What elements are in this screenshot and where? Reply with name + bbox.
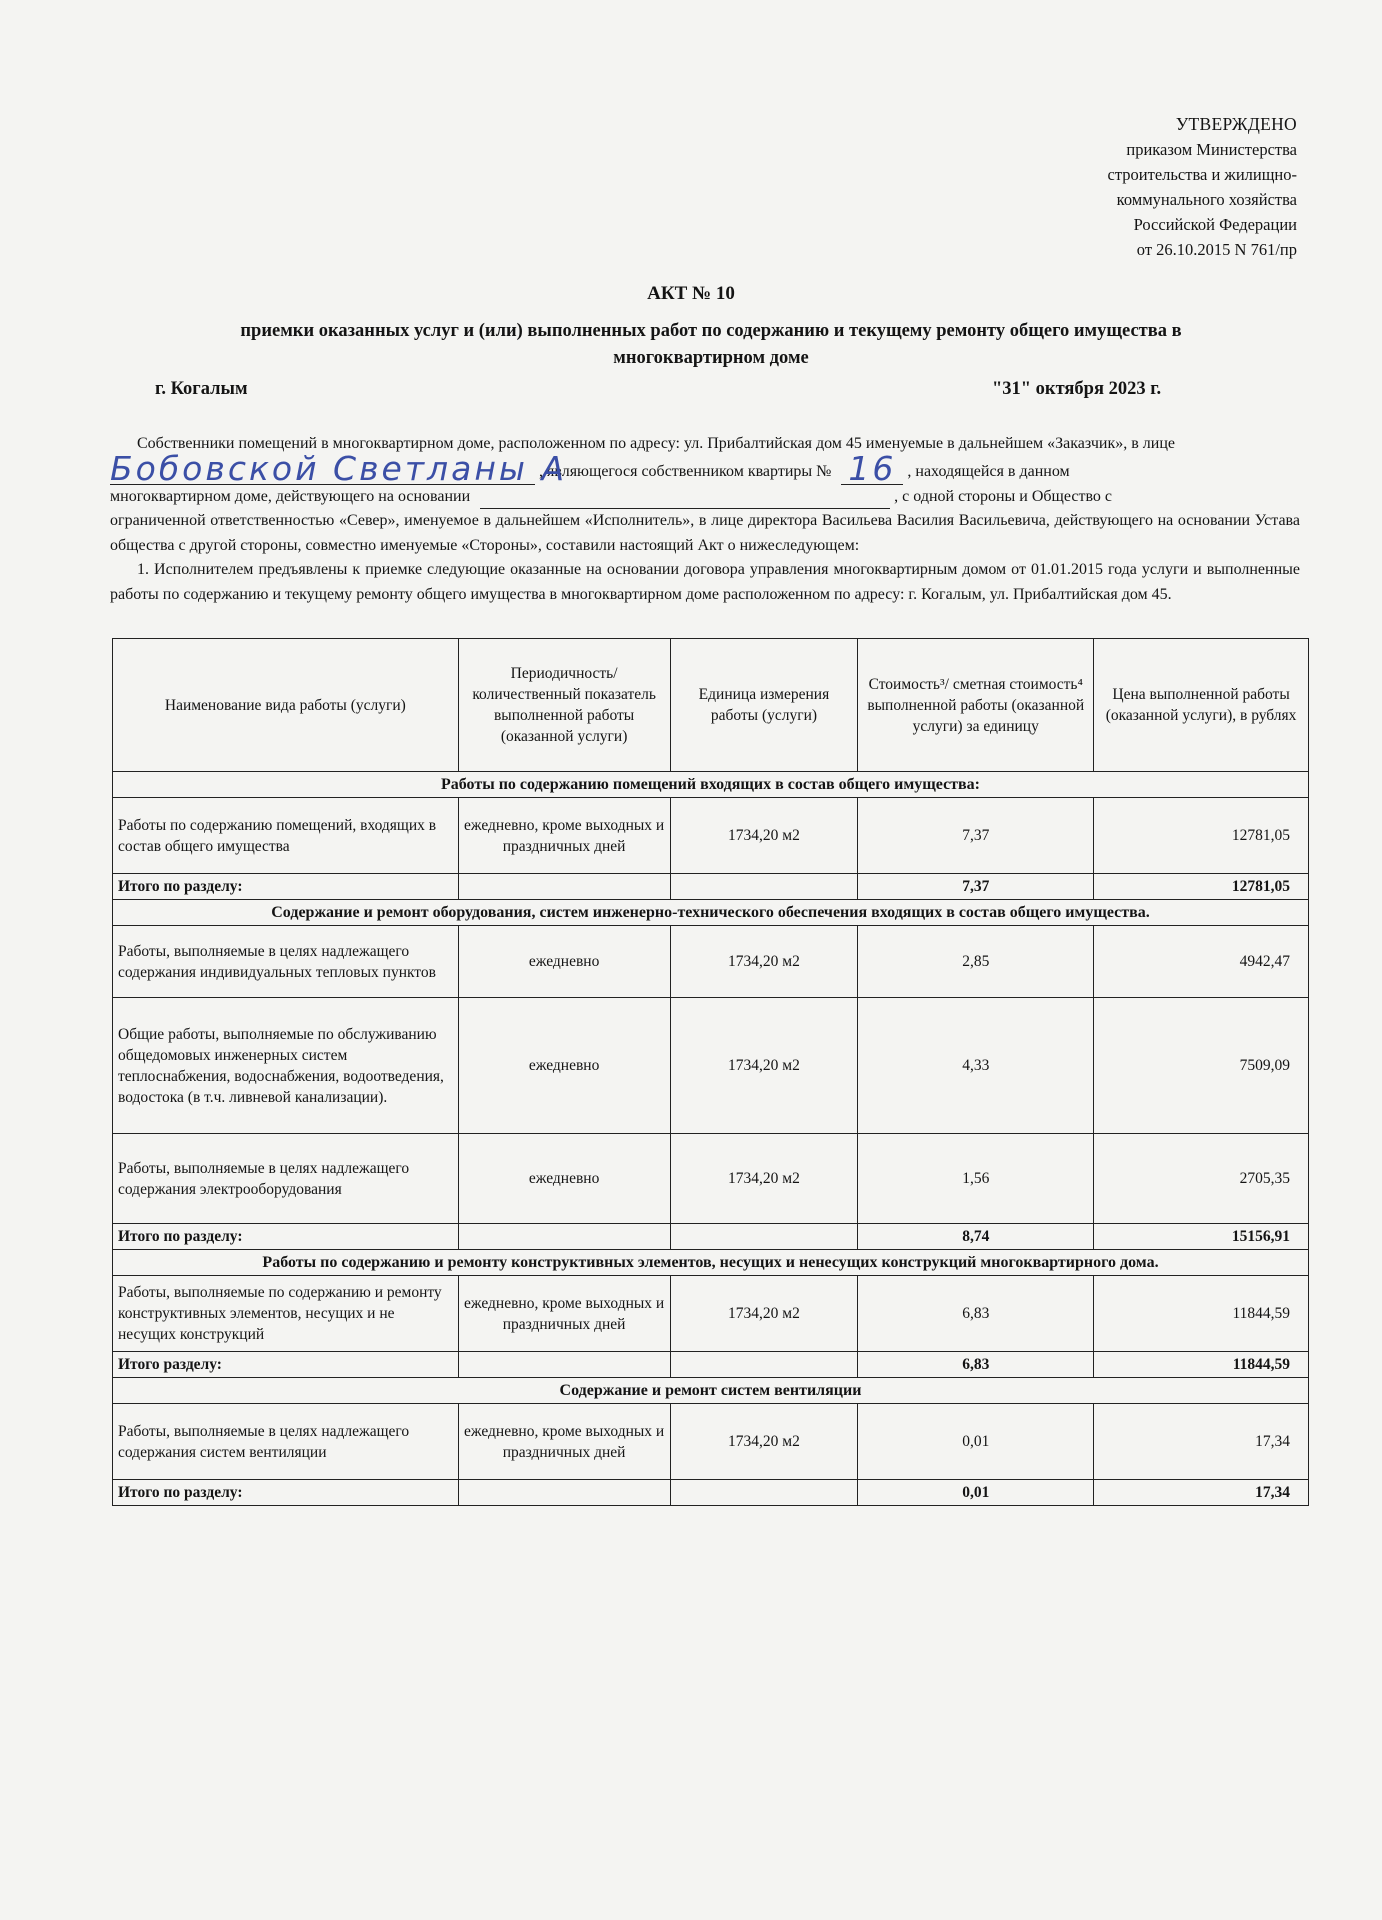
section-title: Содержание и ремонт систем вентиляции (113, 1378, 1309, 1404)
approval-line: Российской Федерации (1133, 215, 1297, 234)
section-total-row (113, 1224, 1309, 1250)
cell-price: 4942,47 (1094, 926, 1309, 998)
table-row (113, 998, 1309, 1134)
header-unit: Единица измерения работы (услуги) (670, 639, 858, 772)
basis-blank-line (480, 489, 890, 509)
act-title: АКТ № 10 (647, 283, 735, 304)
table-header-row (113, 639, 1309, 772)
cell-unit: 1734,20 м2 (670, 1276, 858, 1352)
intro-paragraph-1: Собственники помещений в многоквартирном доме, расположенном по адресу: ул. Прибалтийская дом 45 именуемые в дальнейшем «Заказчик», в лице (137, 435, 1176, 452)
cell-periodicity: ежедневно (458, 1134, 670, 1224)
cell-unit-cost: 0,01 (858, 1404, 1094, 1480)
approval-heading: УТВЕРЖДЕНО (1175, 114, 1297, 134)
empty-cell (670, 874, 858, 900)
section-total-row (113, 1352, 1309, 1378)
basis-line (110, 485, 1300, 510)
intro-paragraph-1-rest: ограниченной ответственностью «Север», именуемое в дальнейшем «Исполнитель», в лице директора Васильева Василия Васильевича, действующего на основании Устава общества с другой стороны, совместно именуемые «Стороны», составили настоящий Акт о нижеследующем: (110, 512, 1300, 554)
cell-work-name: Работы, выполняемые в целях надлежащего содержания электрооборудования (113, 1134, 459, 1224)
handwritten-owner-name: Бобовской Светланы А (110, 448, 568, 488)
header-price: Цена выполненной работы (оказанной услуги), в рублях (1094, 639, 1309, 772)
cell-work-name: Работы, выполняемые по содержанию и ремонту конструктивных элементов, несущих и не несущих конструкций (113, 1276, 459, 1352)
cell-periodicity: ежедневно, кроме выходных и праздничных дней (458, 1404, 670, 1480)
cell-work-name: Работы, выполняемые в целях надлежащего содержания систем вентиляции (113, 1404, 459, 1480)
total-price: 12781,05 (1094, 874, 1309, 900)
total-cost: 6,83 (858, 1352, 1094, 1378)
section-title-row (113, 772, 1309, 798)
owner-text: , являющегося собственником квартиры № (539, 463, 832, 480)
table-row (113, 1276, 1309, 1352)
handwritten-apartment-number: 16 (841, 457, 903, 485)
header-unit-cost: Стоимость³/ сметная стоимость⁴ выполненной работы (оказанной услуги) за единицу (858, 639, 1094, 772)
cell-unit-cost: 4,33 (858, 998, 1094, 1134)
cell-unit: 1734,20 м2 (670, 926, 858, 998)
approval-stamp-block (1108, 112, 1297, 262)
approval-line: коммунального хозяйства (1116, 190, 1297, 209)
total-label: Итого по разделу: (113, 1224, 459, 1250)
owner-line (110, 448, 1300, 488)
cell-unit-cost: 7,37 (858, 798, 1094, 874)
section-title-row (113, 1378, 1309, 1404)
cell-price: 11844,59 (1094, 1276, 1309, 1352)
total-price: 11844,59 (1094, 1352, 1309, 1378)
cell-price: 12781,05 (1094, 798, 1309, 874)
city: г. Когалым (155, 379, 248, 399)
cell-periodicity: ежедневно, кроме выходных и праздничных дней (458, 798, 670, 874)
located-text: , находящейся в данном (907, 463, 1070, 480)
total-label: Итого разделу: (113, 1352, 459, 1378)
act-subtitle: приемки оказанных услуг и (или) выполненных работ по содержанию и текущему ремонту общего имущества в многоквартирном доме (240, 321, 1182, 368)
cell-price: 17,34 (1094, 1404, 1309, 1480)
total-label: Итого по разделу: (113, 874, 459, 900)
section-title: Работы по содержанию помещений входящих в состав общего имущества: (113, 772, 1309, 798)
basis-text-2: , с одной стороны и Общество с (894, 487, 1112, 505)
cell-work-name: Работы по содержанию помещений, входящих в состав общего имущества (113, 798, 459, 874)
table-row (113, 798, 1309, 874)
total-cost: 8,74 (858, 1224, 1094, 1250)
header-work-name: Наименование вида работы (услуги) (113, 639, 459, 772)
cell-work-name: Общие работы, выполняемые по обслуживанию общедомовых инженерных систем теплоснабжения, водоснабжения, водоотведения, водостока (в т.ч. ливневой канализации). (113, 998, 459, 1134)
cell-unit: 1734,20 м2 (670, 998, 858, 1134)
empty-cell (458, 1224, 670, 1250)
empty-cell (670, 1352, 858, 1378)
empty-cell (458, 1352, 670, 1378)
section-title-row (113, 1250, 1309, 1276)
section-title: Содержание и ремонт оборудования, систем инженерно-технического обеспечения входящих в состав общего имущества. (113, 900, 1309, 926)
section-title-row (113, 900, 1309, 926)
empty-cell (670, 1480, 858, 1506)
cell-price: 2705,35 (1094, 1134, 1309, 1224)
cell-periodicity: ежедневно, кроме выходных и праздничных дней (458, 1276, 670, 1352)
cell-work-name: Работы, выполняемые в целях надлежащего содержания индивидуальных тепловых пунктов (113, 926, 459, 998)
basis-text: многоквартирном доме, действующего на основании (110, 487, 471, 505)
section-title: Работы по содержанию и ремонту конструктивных элементов, несущих и ненесущих конструкций многоквартирного дома. (113, 1250, 1309, 1276)
approval-line: от 26.10.2015 N 761/пр (1136, 240, 1297, 259)
total-cost: 7,37 (858, 874, 1094, 900)
cell-unit: 1734,20 м2 (670, 1404, 858, 1480)
total-label: Итого по разделу: (113, 1480, 459, 1506)
approval-line: приказом Министерства (1126, 140, 1297, 159)
empty-cell (458, 874, 670, 900)
cell-price: 7509,09 (1094, 998, 1309, 1134)
section-total-row (113, 1480, 1309, 1506)
total-price: 15156,91 (1094, 1224, 1309, 1250)
approval-line: строительства и жилищно- (1107, 165, 1297, 184)
cell-unit-cost: 6,83 (858, 1276, 1094, 1352)
table-row (113, 926, 1309, 998)
act-date: "31" октября 2023 г. (992, 379, 1162, 399)
header-periodicity: Периодичность/ количественный показатель выполненной работы (оказанной услуги) (458, 639, 670, 772)
table-row (113, 1134, 1309, 1224)
cell-unit: 1734,20 м2 (670, 1134, 858, 1224)
cell-unit-cost: 1,56 (858, 1134, 1094, 1224)
section-total-row (113, 874, 1309, 900)
cell-unit-cost: 2,85 (858, 926, 1094, 998)
intro-paragraph-2: 1. Исполнителем предъявлены к приемке следующие оказанные на основании договора управления многоквартирным домом от 01.01.2015 года услуги и выполненные работы по содержанию и текущему ремонту общего имущества в многоквартирном доме расположенном по адресу: г. Когалым, ул. Прибалтийская дом 45. (110, 561, 1300, 603)
total-price: 17,34 (1094, 1480, 1309, 1506)
total-cost: 0,01 (858, 1480, 1094, 1506)
cell-periodicity: ежедневно (458, 998, 670, 1134)
empty-cell (458, 1480, 670, 1506)
empty-cell (670, 1224, 858, 1250)
intro-text (110, 432, 1300, 607)
works-table (112, 638, 1309, 1506)
table-row (113, 1404, 1309, 1480)
cell-periodicity: ежедневно (458, 926, 670, 998)
cell-unit: 1734,20 м2 (670, 798, 858, 874)
